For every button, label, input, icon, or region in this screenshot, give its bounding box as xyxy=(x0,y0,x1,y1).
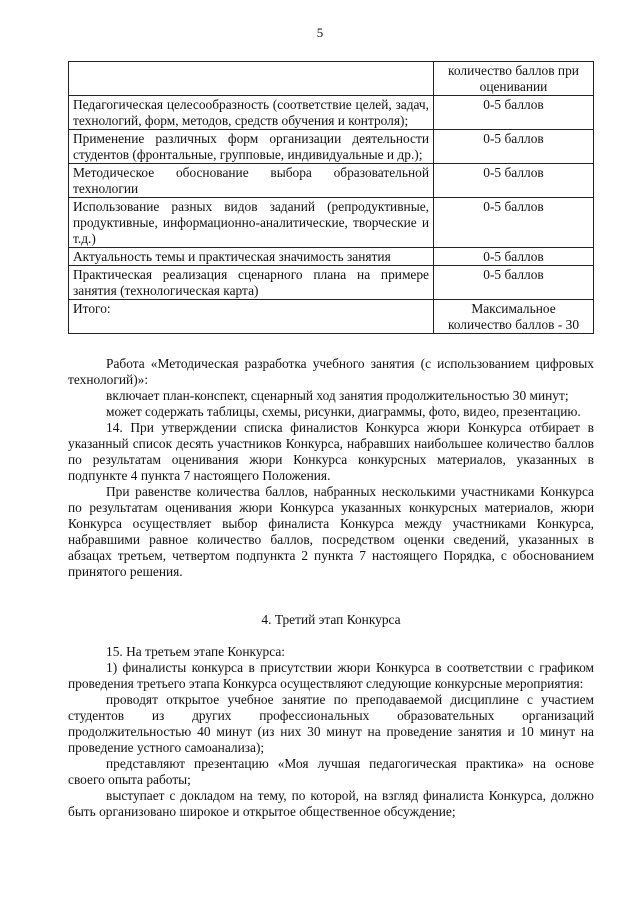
body-text-block-1 xyxy=(68,356,594,580)
paragraph: выступает с докладом на тему, по которой, на взгляд финалиста Конкурса, должно быть организовано широкое и открытое общественное обсуждение; xyxy=(68,788,594,819)
table-row xyxy=(69,164,594,198)
criteria-table xyxy=(68,61,594,334)
score-cell: 0-5 баллов xyxy=(434,96,594,130)
paragraph: проводят открытое учебное занятие по преподаваемой дисциплине с участием студентов из других профессиональных образовательных организаций продолжительностью 40 минут (из них 30 минут на проведение занятия и 10 минут на проведение устного самоанализа); xyxy=(68,692,594,755)
paragraph: 1) финалисты конкурса в присутствии жюри Конкурса в соответствии с графиком проведения третьего этапа Конкурса осуществляют следующие конкурсные мероприятия: xyxy=(68,660,594,691)
total-value-cell: Максимальное количество баллов - 30 xyxy=(434,300,594,334)
paragraph: 15. На третьем этапе Конкурса: xyxy=(106,644,286,659)
paragraph: При равенстве количества баллов, набранных несколькими участниками Конкурса по результатам оценивания жюри Конкурса указанных конкурсных материалов, жюри Конкурса осуществляет выбор финалиста Конкурса между участниками Конкурса, набравшими равное количество баллов, посредством оценки сведений, указанных в абзацах третьем, четвертом подпункта 2 пункта 7 настоящего Порядка, с обоснованием принятого решения. xyxy=(68,484,594,579)
body-text-block-2 xyxy=(68,644,594,820)
paragraph: включает план-конспект, сценарный ход занятия продолжительностью 30 минут; xyxy=(106,388,569,403)
score-cell: 0-5 баллов xyxy=(434,248,594,266)
score-cell: 0-5 баллов xyxy=(434,266,594,300)
criterion-cell: Применение различных форм организации деятельности студентов (фронтальные, групповые, индивидуальные и др.); xyxy=(69,130,434,164)
table-row xyxy=(69,96,594,130)
criterion-cell: Практическая реализация сценарного плана на примере занятия (технологическая карта) xyxy=(69,266,434,300)
table-header-cell: количество баллов при оценивании xyxy=(434,62,594,96)
table-header-row xyxy=(69,62,594,96)
criterion-cell: Методическое обоснование выбора образовательной технологии xyxy=(69,164,434,198)
paragraph: 14. При утверждении списка финалистов Конкурса жюри Конкурса отбирает в указанный список десять участников Конкурса, набравших наибольшее количество баллов по результатам оценивания жюри Конкурса конкурсных материалов, указанных в подпункте 4 пункта 7 настоящего Положения. xyxy=(68,420,594,483)
table-total-row xyxy=(69,300,594,334)
section-heading-wrap xyxy=(68,612,594,628)
table-row xyxy=(69,130,594,164)
score-cell: 0-5 баллов xyxy=(434,130,594,164)
page-number: 5 xyxy=(316,25,324,40)
table-row xyxy=(69,198,594,248)
table-row xyxy=(69,248,594,266)
table-header-cell xyxy=(69,62,434,96)
criterion-cell: Актуальность темы и практическая значимость занятия xyxy=(69,248,434,266)
paragraph: представляют презентацию «Моя лучшая педагогическая практика» на основе своего опыта работы; xyxy=(68,756,594,787)
paragraph: может содержать таблицы, схемы, рисунки, диаграммы, фото, видео, презентацию. xyxy=(106,404,581,419)
paragraph: Работа «Методическая разработка учебного занятия (с использованием цифровых технологий)»: xyxy=(68,356,594,387)
section-heading: 4. Третий этап Конкурса xyxy=(261,612,401,627)
table-row xyxy=(69,266,594,300)
total-label-cell: Итого: xyxy=(69,300,434,334)
criterion-cell: Использование разных видов заданий (репродуктивные, продуктивные, информационно-аналитические, творческие и т.д.) xyxy=(69,198,434,248)
score-cell: 0-5 баллов xyxy=(434,198,594,248)
score-cell: 0-5 баллов xyxy=(434,164,594,198)
criterion-cell: Педагогическая целесообразность (соответствие целей, задач, технологий, форм, методов, средств обучения и контроля); xyxy=(69,96,434,130)
